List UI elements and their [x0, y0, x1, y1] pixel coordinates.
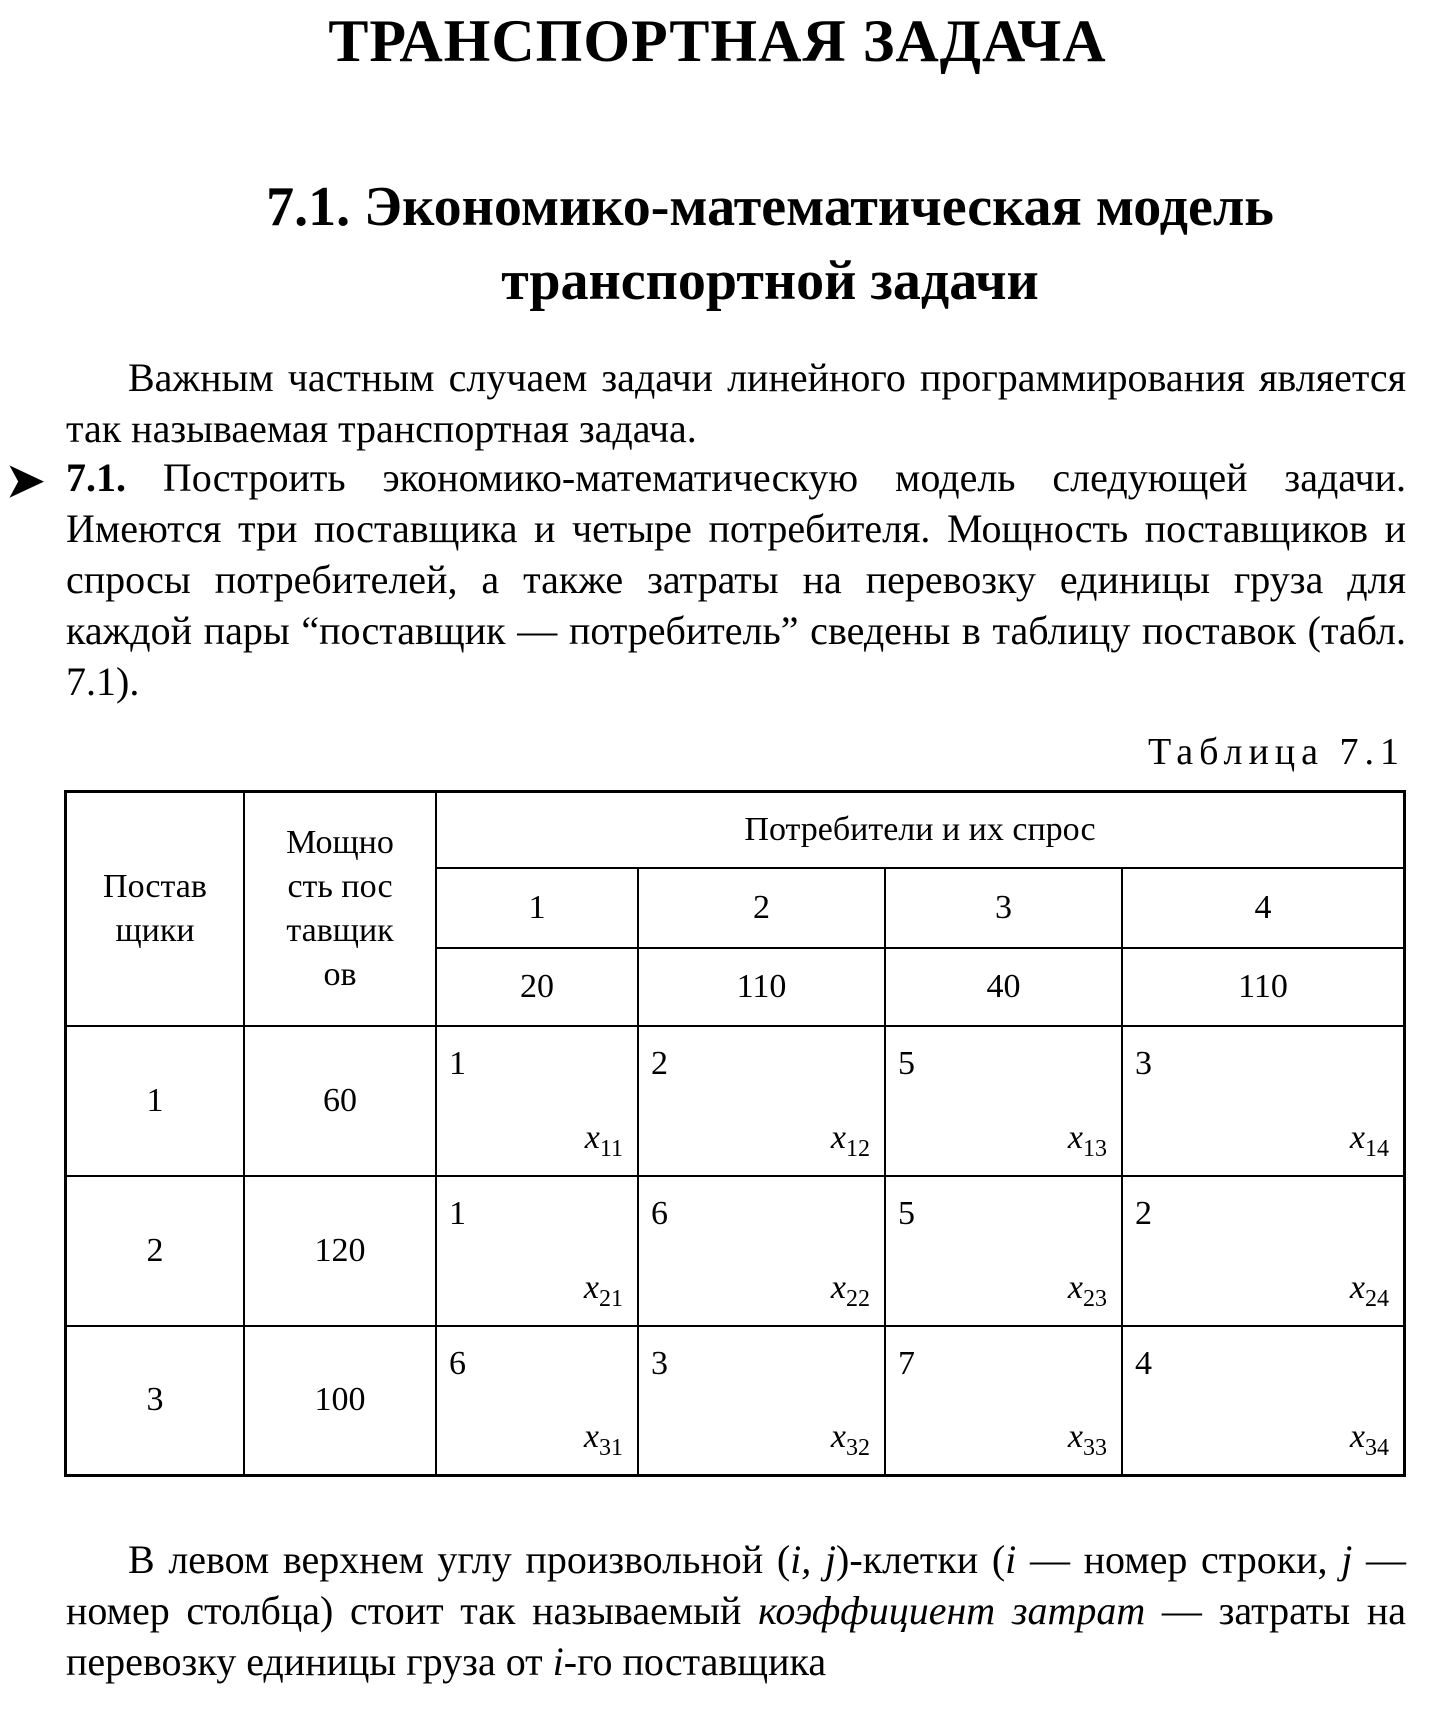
- supplier-number: 3: [66, 1326, 245, 1476]
- consumer-number: 1: [436, 868, 638, 948]
- header-capacity-text: Мощность поставщиков: [286, 823, 394, 993]
- cost-cell: [638, 1326, 885, 1476]
- header-suppliers-text: Поставщики: [103, 867, 207, 949]
- cost-value: 5: [898, 1194, 915, 1232]
- supplier-capacity: 60: [244, 1026, 436, 1176]
- cost-value: 7: [898, 1344, 915, 1382]
- closing-text: — номер столбца) стоит так называемый: [66, 1537, 1407, 1633]
- cost-cell: [885, 1176, 1122, 1326]
- variable-label: $x_{23}$: [1067, 1268, 1107, 1312]
- supplier-number: 2: [66, 1176, 245, 1326]
- table-row: [66, 1176, 1405, 1326]
- cost-cell: [436, 1026, 638, 1176]
- cost-value: 2: [1135, 1194, 1152, 1232]
- variable-label: $x_{22}$: [830, 1268, 870, 1312]
- consumer-demand: 110: [638, 948, 885, 1026]
- variable-label: $x_{21}$: [583, 1268, 623, 1312]
- table-row: [66, 1326, 1405, 1476]
- cost-cell: [885, 1026, 1122, 1176]
- variable-label: $x_{14}$: [1349, 1118, 1389, 1162]
- variable-label: $x_{24}$: [1349, 1268, 1389, 1312]
- supplier-number: 1: [66, 1026, 245, 1176]
- problem-number: 7.1.: [66, 455, 126, 500]
- consumer-demand: 20: [436, 948, 638, 1026]
- closing-paragraph: [66, 1534, 1406, 1687]
- header-suppliers: [66, 792, 245, 1026]
- header-capacity: [244, 792, 436, 1026]
- cost-value: 4: [1135, 1344, 1152, 1382]
- cost-value: 1: [449, 1044, 466, 1082]
- table-caption: Таблица 7.1: [1147, 731, 1405, 773]
- problem-paragraph: [66, 452, 1406, 707]
- cost-cell: [436, 1176, 638, 1326]
- cost-value: 6: [651, 1194, 668, 1232]
- variable-label: $x_{34}$: [1349, 1418, 1389, 1461]
- cost-cell: [1122, 1326, 1405, 1476]
- variable-label: $x_{32}$: [830, 1418, 870, 1461]
- cost-cell: [638, 1176, 885, 1326]
- closing-term: коэффициент затрат: [758, 1588, 1146, 1633]
- cost-cell: [1122, 1176, 1405, 1326]
- consumer-demand: 40: [885, 948, 1122, 1026]
- variable-label: $x_{33}$: [1067, 1418, 1107, 1461]
- closing-italic: i: [552, 1639, 564, 1684]
- section-title: [130, 170, 1410, 318]
- section-title-line1: 7.1. Экономико-математическая модель: [266, 176, 1274, 238]
- chapter-title: ТРАНСПОРТНАЯ ЗАДАЧА: [328, 8, 1107, 74]
- closing-text: -го поставщика: [563, 1639, 827, 1684]
- intro-paragraph: Важным частным случаем задачи линейного программирования является так называемая транспортная задача.: [66, 355, 1406, 451]
- variable-label: $x_{12}$: [830, 1118, 870, 1162]
- cost-cell: [436, 1326, 638, 1476]
- variable-label: $x_{13}$: [1067, 1118, 1107, 1162]
- cost-cell: [638, 1026, 885, 1176]
- cost-value: 1: [449, 1194, 466, 1232]
- consumer-number: 4: [1122, 868, 1405, 948]
- supplier-capacity: 100: [244, 1326, 436, 1476]
- cost-value: 5: [898, 1044, 915, 1082]
- problem-text: Построить экономико-математическую модель следующей задачи. Имеются три поставщика и четыре потребителя. Мощность поставщиков и спросы потребителей, а также затраты на перевозку единицы груза для каждой пары “поставщик — потребитель” сведены в таблицу поставок (табл. 7.1).: [66, 455, 1407, 704]
- closing-italic: i: [1005, 1537, 1017, 1582]
- cost-value: 3: [651, 1344, 668, 1382]
- cost-value: 2: [651, 1044, 668, 1082]
- closing-italic: j: [1341, 1537, 1353, 1582]
- section-title-line2: транспортной задачи: [501, 250, 1039, 312]
- variable-label: $x_{11}$: [584, 1118, 623, 1162]
- problem-marker-icon: ➤: [6, 455, 45, 506]
- supplier-capacity: 120: [244, 1176, 436, 1326]
- closing-text: В левом верхнем углу произвольной (: [128, 1537, 791, 1582]
- closing-text: — номер строки,: [1016, 1537, 1342, 1582]
- consumer-number: 2: [638, 868, 885, 948]
- variable-label: $x_{31}$: [583, 1418, 623, 1461]
- table-row: [66, 1026, 1405, 1176]
- cost-value: 3: [1135, 1044, 1152, 1082]
- supply-table: [64, 790, 1406, 1477]
- closing-italic: i, j: [790, 1537, 837, 1582]
- consumer-number: 3: [885, 868, 1122, 948]
- cost-value: 6: [449, 1344, 466, 1382]
- cost-cell: [885, 1326, 1122, 1476]
- cost-cell: [1122, 1026, 1405, 1176]
- closing-text: )-клетки (: [836, 1537, 1006, 1582]
- closing-text: — затраты на перевозку единицы груза от: [66, 1588, 1406, 1684]
- header-consumers: Потребители и их спрос: [436, 792, 1405, 868]
- consumer-demand: 110: [1122, 948, 1405, 1026]
